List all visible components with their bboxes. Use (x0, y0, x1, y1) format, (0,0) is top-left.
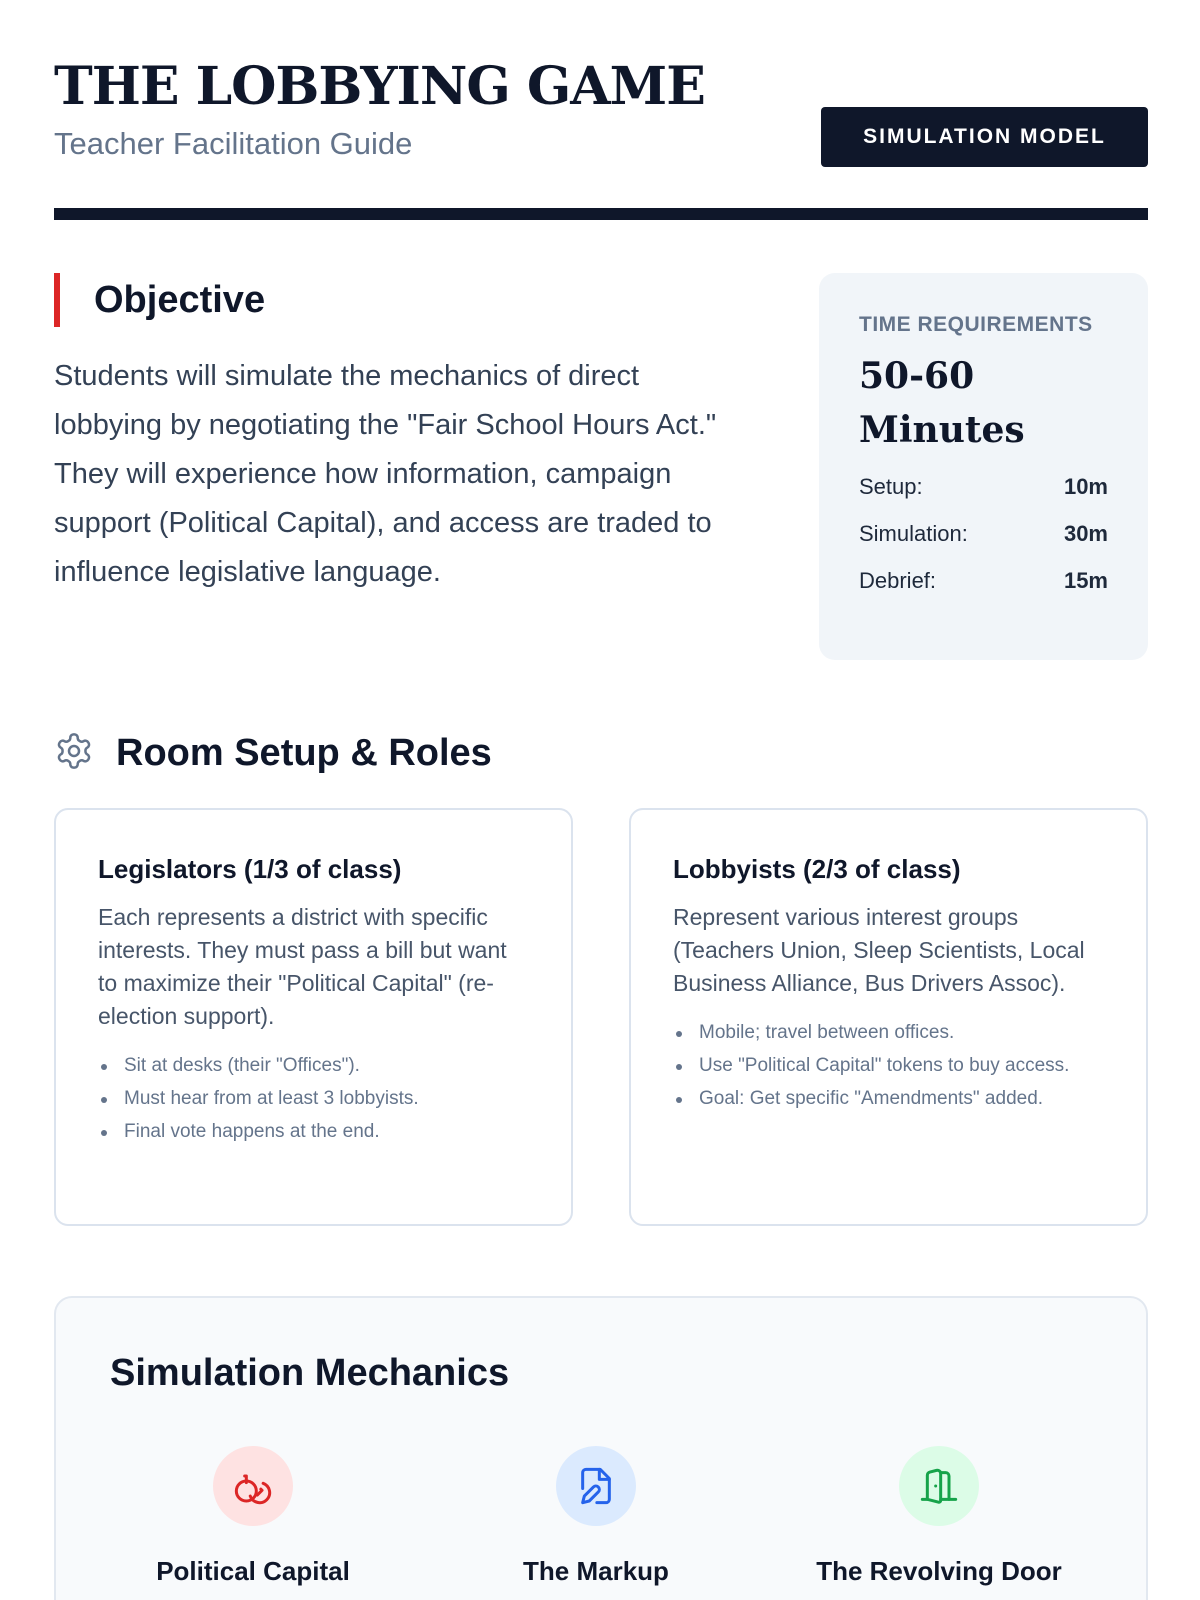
gear-icon (54, 731, 116, 775)
list-item: Use "Political Capital" tokens to buy access. (673, 1053, 1106, 1079)
file-edit-icon (556, 1446, 636, 1526)
coins-icon (213, 1446, 293, 1526)
mechanic-title: The Markup (523, 1556, 669, 1586)
mechanic-title: Political Capital (156, 1556, 350, 1586)
objective-text: Students will simulate the mechanics of direct lobbying by negotiating the "Fair School Hours Act." They will experience how information, campaign support (Political Capital), and access are traded to influence legislative language. (54, 360, 717, 588)
mechanic-title: The Revolving Door (816, 1556, 1062, 1586)
role-title: Lobbyists (2/3 of class) (673, 854, 961, 884)
door-icon (899, 1446, 979, 1526)
list-item: Must hear from at least 3 lobbyists. (98, 1086, 531, 1112)
role-bullet-list (98, 1053, 531, 1145)
room-setup-heading: Room Setup & Roles (116, 731, 492, 774)
legislators-card (54, 808, 573, 1226)
role-title: Legislators (1/3 of class) (98, 854, 402, 884)
objective-heading: Objective (94, 279, 266, 321)
time-row-value: 15m (1063, 567, 1108, 593)
lobbyists-card (629, 808, 1148, 1226)
page-subtitle: Teacher Facilitation Guide (54, 126, 413, 161)
page-header (54, 52, 1148, 222)
list-item: Sit at desks (their "Offices"). (98, 1053, 531, 1079)
time-row-label: Debrief: (859, 567, 937, 593)
simulation-mechanics-panel (54, 1296, 1148, 1600)
time-total: 50-60 Minutes (859, 355, 1025, 451)
time-row-value: 10m (1063, 473, 1108, 499)
simulation-model-badge: SIMULATION MODEL (821, 107, 1148, 167)
mechanic-revolving-door (774, 1446, 1104, 1587)
page-title: THE LOBBYING GAME (54, 56, 705, 117)
time-row-setup (859, 463, 1108, 510)
header-divider (54, 208, 1148, 220)
list-item: Goal: Get specific "Amendments" added. (673, 1086, 1106, 1112)
time-requirements-card (819, 273, 1148, 660)
list-item: Final vote happens at the end. (98, 1119, 531, 1145)
time-row-simulation (859, 510, 1108, 557)
mechanic-political-capital (88, 1446, 418, 1587)
time-row-value: 30m (1063, 520, 1108, 546)
list-item: Mobile; travel between offices. (673, 1020, 1106, 1046)
role-description: Each represents a district with specific interests. They must pass a bill but want to maximize their "Political Capital" (re-election support). (98, 904, 507, 1029)
role-description: Represent various interest groups (Teachers Union, Sleep Scientists, Local Business Alliance, Bus Drivers Assoc). (673, 904, 1085, 996)
mechanics-heading: Simulation Mechanics (110, 1352, 510, 1394)
time-row-label: Setup: (859, 473, 923, 499)
time-row-label: Simulation: (859, 520, 968, 546)
room-setup-heading-block (54, 728, 492, 778)
time-row-debrief (859, 557, 1108, 604)
objective-heading-block (54, 273, 265, 327)
time-requirements-label: TIME REQUIREMENTS (859, 313, 1093, 336)
role-bullet-list (673, 1020, 1106, 1112)
mechanic-the-markup (431, 1446, 761, 1587)
